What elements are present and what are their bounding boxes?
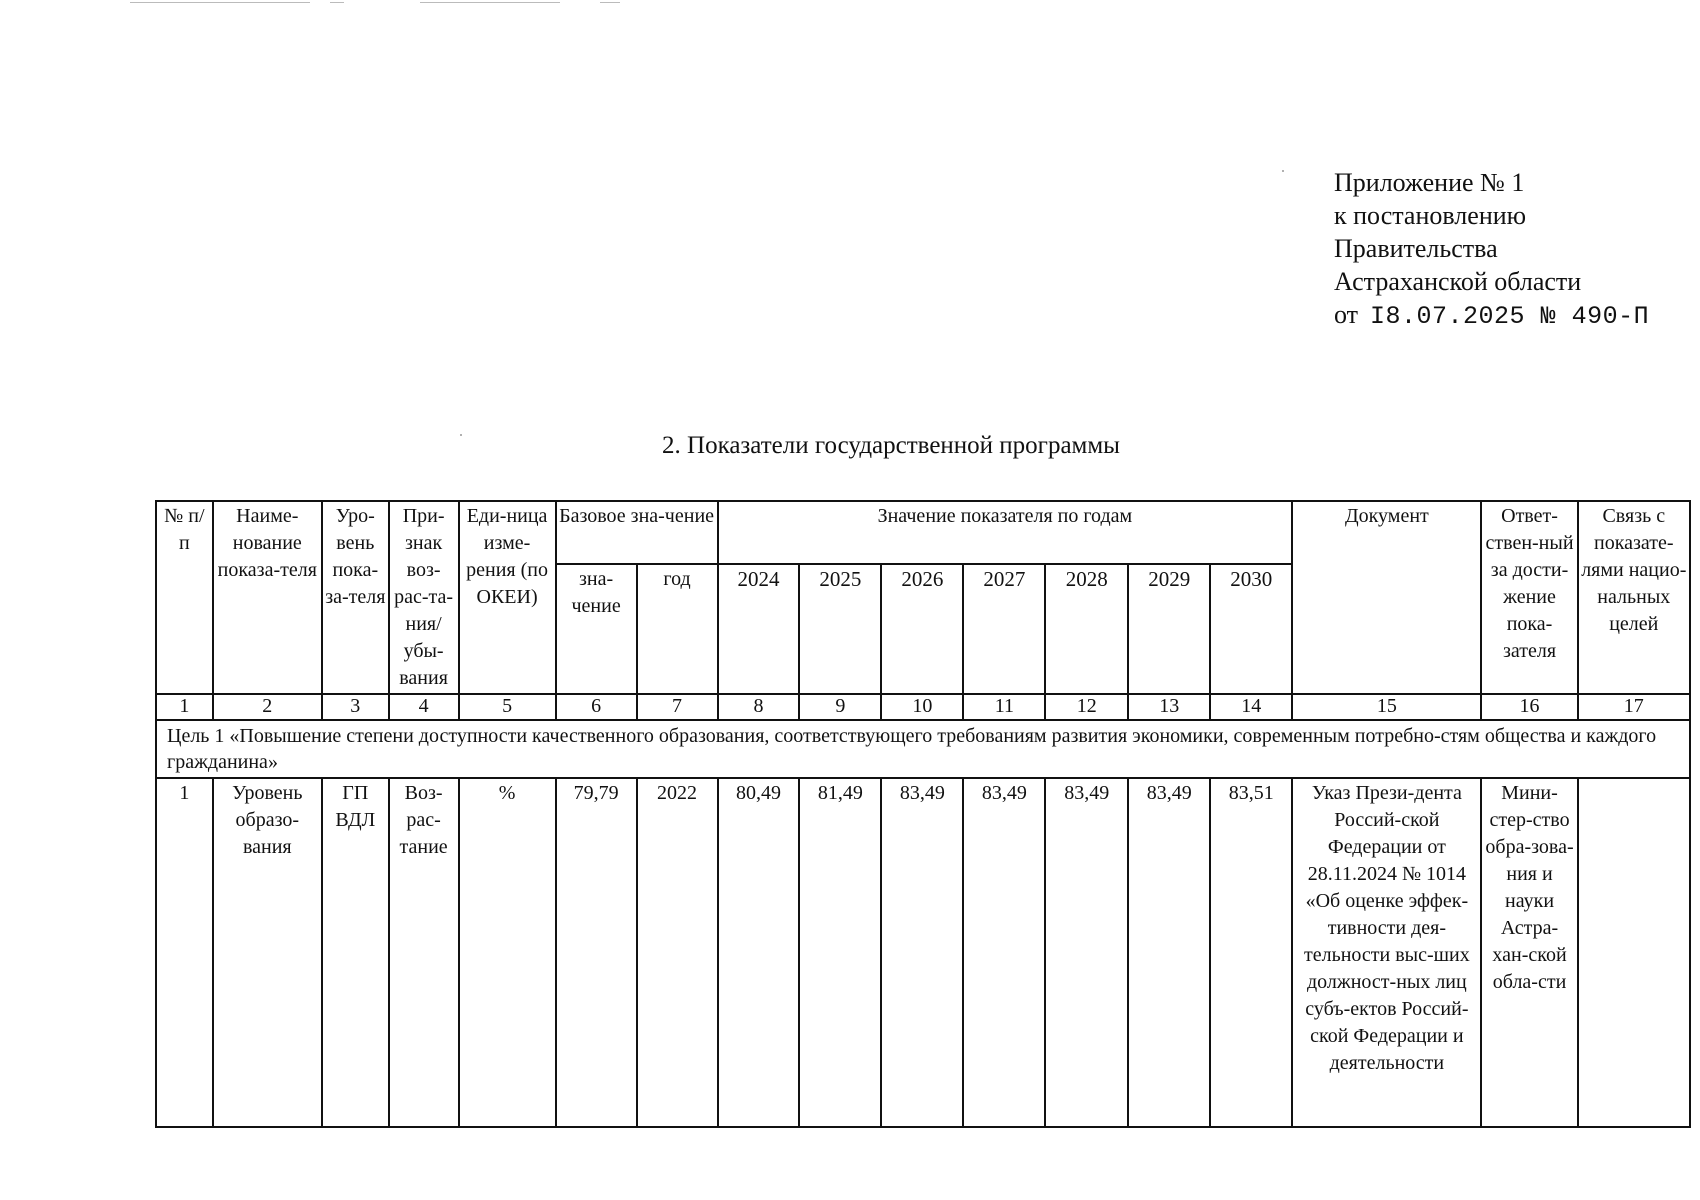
cell-link xyxy=(1578,778,1690,1127)
header-years-group: Значение показателя по годам xyxy=(718,501,1293,564)
column-number: 8 xyxy=(718,694,800,720)
cell-unit: % xyxy=(459,778,556,1127)
column-number: 2 xyxy=(213,694,322,720)
column-number: 10 xyxy=(881,694,963,720)
column-number: 12 xyxy=(1045,694,1128,720)
section-title: 2. Показатели государственной программы xyxy=(662,432,1120,459)
cell-base-year: 2022 xyxy=(637,778,718,1127)
column-number: 6 xyxy=(556,694,637,720)
cell-level: ГП ВДЛ xyxy=(322,778,389,1127)
column-number: 4 xyxy=(389,694,459,720)
column-number: 7 xyxy=(637,694,718,720)
column-number: 15 xyxy=(1292,694,1481,720)
table-row xyxy=(156,778,1690,1127)
header-name: Наиме-нование показа-теля xyxy=(213,501,322,694)
header-year: 2028 xyxy=(1045,564,1128,694)
cell-document: Указ Прези-дента Россий-ской Федерации от 28.11.2024 № 1014 «Об оценке эффек-тивности дея-тельности выс-ших должност-ных лиц субъ-ектов Россий-ской Федерации и деятельности xyxy=(1292,778,1481,1127)
header-year: 2024 xyxy=(718,564,800,694)
header-year: 2029 xyxy=(1128,564,1210,694)
column-number: 3 xyxy=(322,694,389,720)
appendix-line: Приложение № 1 xyxy=(1334,168,1525,197)
appendix-date-line xyxy=(1334,298,1649,333)
column-number: 13 xyxy=(1128,694,1210,720)
column-number: 14 xyxy=(1210,694,1292,720)
column-number-row xyxy=(156,694,1690,720)
appendix-line: Правительства xyxy=(1334,234,1498,263)
scan-artifact-line xyxy=(420,2,560,3)
cell-year-value: 83,49 xyxy=(1045,778,1128,1127)
appendix-header xyxy=(1334,166,1649,333)
cell-year-value: 80,49 xyxy=(718,778,800,1127)
goal-text: Цель 1 «Повышение степени доступности качественного образования, соответствующего требованиям развития экономики, современным потребно-стям общества и каждого гражданина» xyxy=(156,720,1690,778)
header-year: 2026 xyxy=(881,564,963,694)
header-year: 2027 xyxy=(963,564,1045,694)
resolution-date-number: I8.07.2025 № 490-П xyxy=(1370,302,1650,331)
header-year: 2030 xyxy=(1210,564,1292,694)
cell-year-value: 83,49 xyxy=(963,778,1045,1127)
column-number: 11 xyxy=(963,694,1045,720)
cell-year-value: 83,49 xyxy=(881,778,963,1127)
column-number: 9 xyxy=(799,694,881,720)
header-sign: При-знак воз-рас-та-ния/ убы-вания xyxy=(389,501,459,694)
header-num: № п/п xyxy=(156,501,213,694)
column-number: 17 xyxy=(1578,694,1690,720)
cell-year-value: 83,49 xyxy=(1128,778,1210,1127)
scan-speck xyxy=(1282,170,1284,172)
cell-num: 1 xyxy=(156,778,213,1127)
goal-row xyxy=(156,720,1690,778)
scan-artifact-line xyxy=(130,2,310,3)
appendix-line: Астраханской области xyxy=(1334,267,1582,296)
header-document: Документ xyxy=(1292,501,1481,694)
header-link: Связь с показате-лями нацио-нальных целей xyxy=(1578,501,1690,694)
cell-base-value: 79,79 xyxy=(556,778,637,1127)
cell-name: Уровень образо-вания xyxy=(213,778,322,1127)
appendix-line: к постановлению xyxy=(1334,201,1527,230)
header-year: 2025 xyxy=(799,564,881,694)
column-number: 1 xyxy=(156,694,213,720)
header-level: Уро-вень пока-за-теля xyxy=(322,501,389,694)
header-base-group: Базовое зна-чение xyxy=(556,501,718,564)
header-base-year: год xyxy=(637,564,718,694)
header-base-value: зна-чение xyxy=(556,564,637,694)
column-number: 16 xyxy=(1481,694,1577,720)
header-responsible: Ответ-ствен-ный за дости-жение пока-зателя xyxy=(1481,501,1577,694)
indicators-table xyxy=(155,500,1691,1128)
date-prefix: от xyxy=(1334,300,1359,329)
scan-artifact-line xyxy=(600,2,620,3)
cell-sign: Воз-рас-тание xyxy=(389,778,459,1127)
header-row xyxy=(156,501,1690,564)
column-number: 5 xyxy=(459,694,556,720)
cell-year-value: 83,51 xyxy=(1210,778,1292,1127)
scan-artifact-line xyxy=(330,2,344,3)
cell-responsible: Мини-стер-ство обра-зова-ния и науки Астра-хан-ской обла-сти xyxy=(1481,778,1577,1127)
cell-year-value: 81,49 xyxy=(799,778,881,1127)
header-unit: Еди-ница изме-рения (по ОКЕИ) xyxy=(459,501,556,694)
